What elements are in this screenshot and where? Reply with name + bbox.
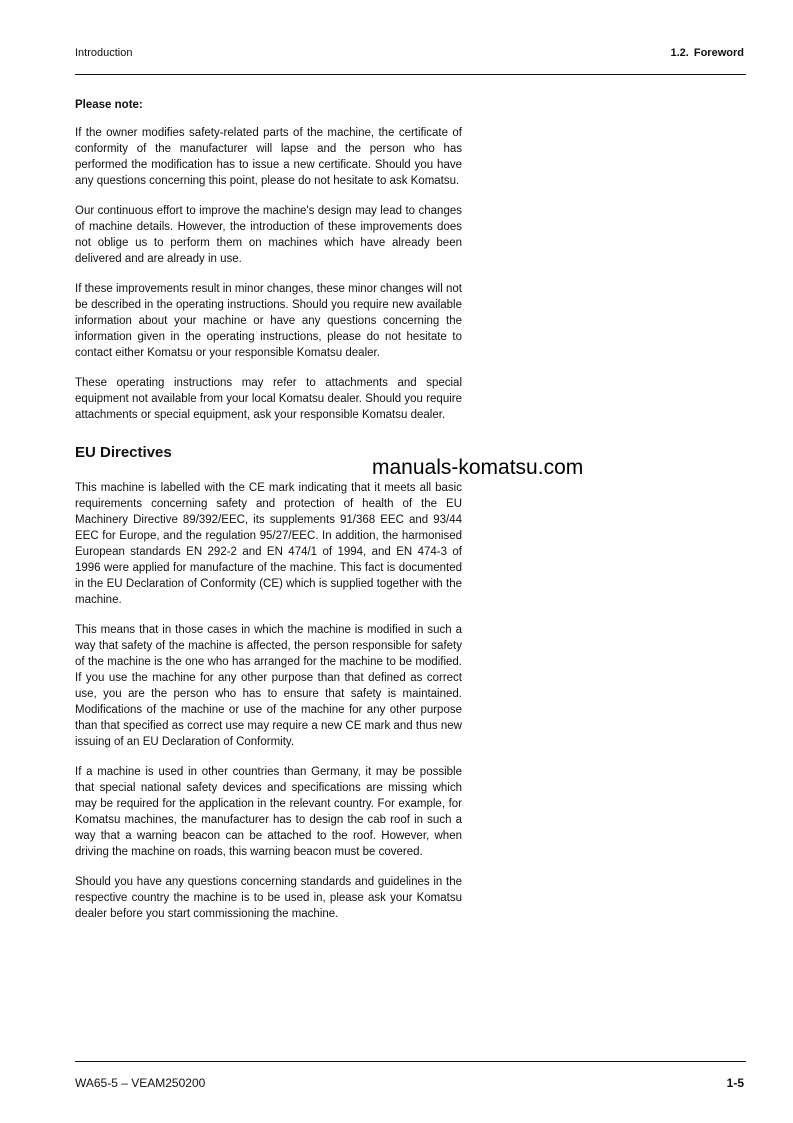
- please-note-label: Please note:: [75, 99, 143, 111]
- eu-directives-heading: EU Directives: [75, 444, 172, 461]
- header-divider: [75, 74, 746, 75]
- eu-paragraph-3: If a machine is used in other countries than Germany, it may be possible that special national safety devices and specifications are missing which may be required for the application in the relevant country. For example, for Komatsu machines, the manufacturer has to design the cab roof in such a way that a warning beacon can be attached to the roof. However, when driving the machine on roads, this warning beacon must be covered.: [75, 766, 462, 858]
- footer-document-id: WA65-5 – VEAM250200: [75, 1076, 206, 1090]
- eu-paragraph-4: Should you have any questions concerning standards and guidelines in the respective country the machine is to be used in, please ask your Komatsu dealer before you start commissioning the machine.: [75, 876, 462, 920]
- header-section-title: Introduction: [75, 47, 133, 59]
- header-chapter-title: 1.2. Foreword: [670, 47, 744, 59]
- eu-paragraph-1: This machine is labelled with the CE mark indicating that it meets all basic requirements concerning safety and protection of health of the EU Machinery Directive 89/392/EEC, its supplements 91/368 EEC and 93/44 EEC for Europe, and the regulation 95/27/EEC. In addition, the harmonised European standards EN 292-2 and EN 474/1 of 1994, and EN 474-3 of 1996 were applied for manufacture of the machine. This fact is documented in the EU Declaration of Conformity (CE) which is supplied together with the machine.: [75, 482, 462, 606]
- footer-divider: [75, 1061, 746, 1062]
- note-paragraph-1: If the owner modifies safety-related parts of the machine, the certificate of conformity of the manufacturer will lapse and the person who has performed the modification has to issue a new certificate. Should you have any questions concerning this point, please do not hesitate to ask Komatsu.: [75, 127, 462, 187]
- note-paragraph-3: If these improvements result in minor changes, these minor changes will not be described in the operating instructions. Should you require new available information about your machine or have any questions concerning the information given in the operating instructions, please do not hesitate to contact either Komatsu or your responsible Komatsu dealer.: [75, 283, 462, 359]
- footer-page-number: 1-5: [726, 1076, 744, 1090]
- note-paragraph-2: Our continuous effort to improve the machine's design may lead to changes of machine details. However, the introduction of these improvements does not oblige us to perform them on machines which have already been delivered and are already in use.: [75, 205, 462, 265]
- page-body: [75, 97, 462, 936]
- eu-paragraph-2: This means that in those cases in which the machine is modified in such a way that safety of the machine is affected, the person responsible for safety of the machine is the one who has arranged for the machine to be modified. If you use the machine for any other purpose than that defined as correct use, you are the person who has to ensure that safety is maintained. Modifications of the machine or use of the machine for any other purpose than that specified as correct use may require a new CE mark and thus new issuing of an EU Declaration of Conformity.: [75, 624, 462, 748]
- note-paragraph-4: These operating instructions may refer to attachments and special equipment not available from your local Komatsu dealer. Should you require attachments or special equipment, ask your responsible Komatsu dealer.: [75, 377, 462, 421]
- watermark-text: manuals-komatsu.com: [372, 456, 584, 479]
